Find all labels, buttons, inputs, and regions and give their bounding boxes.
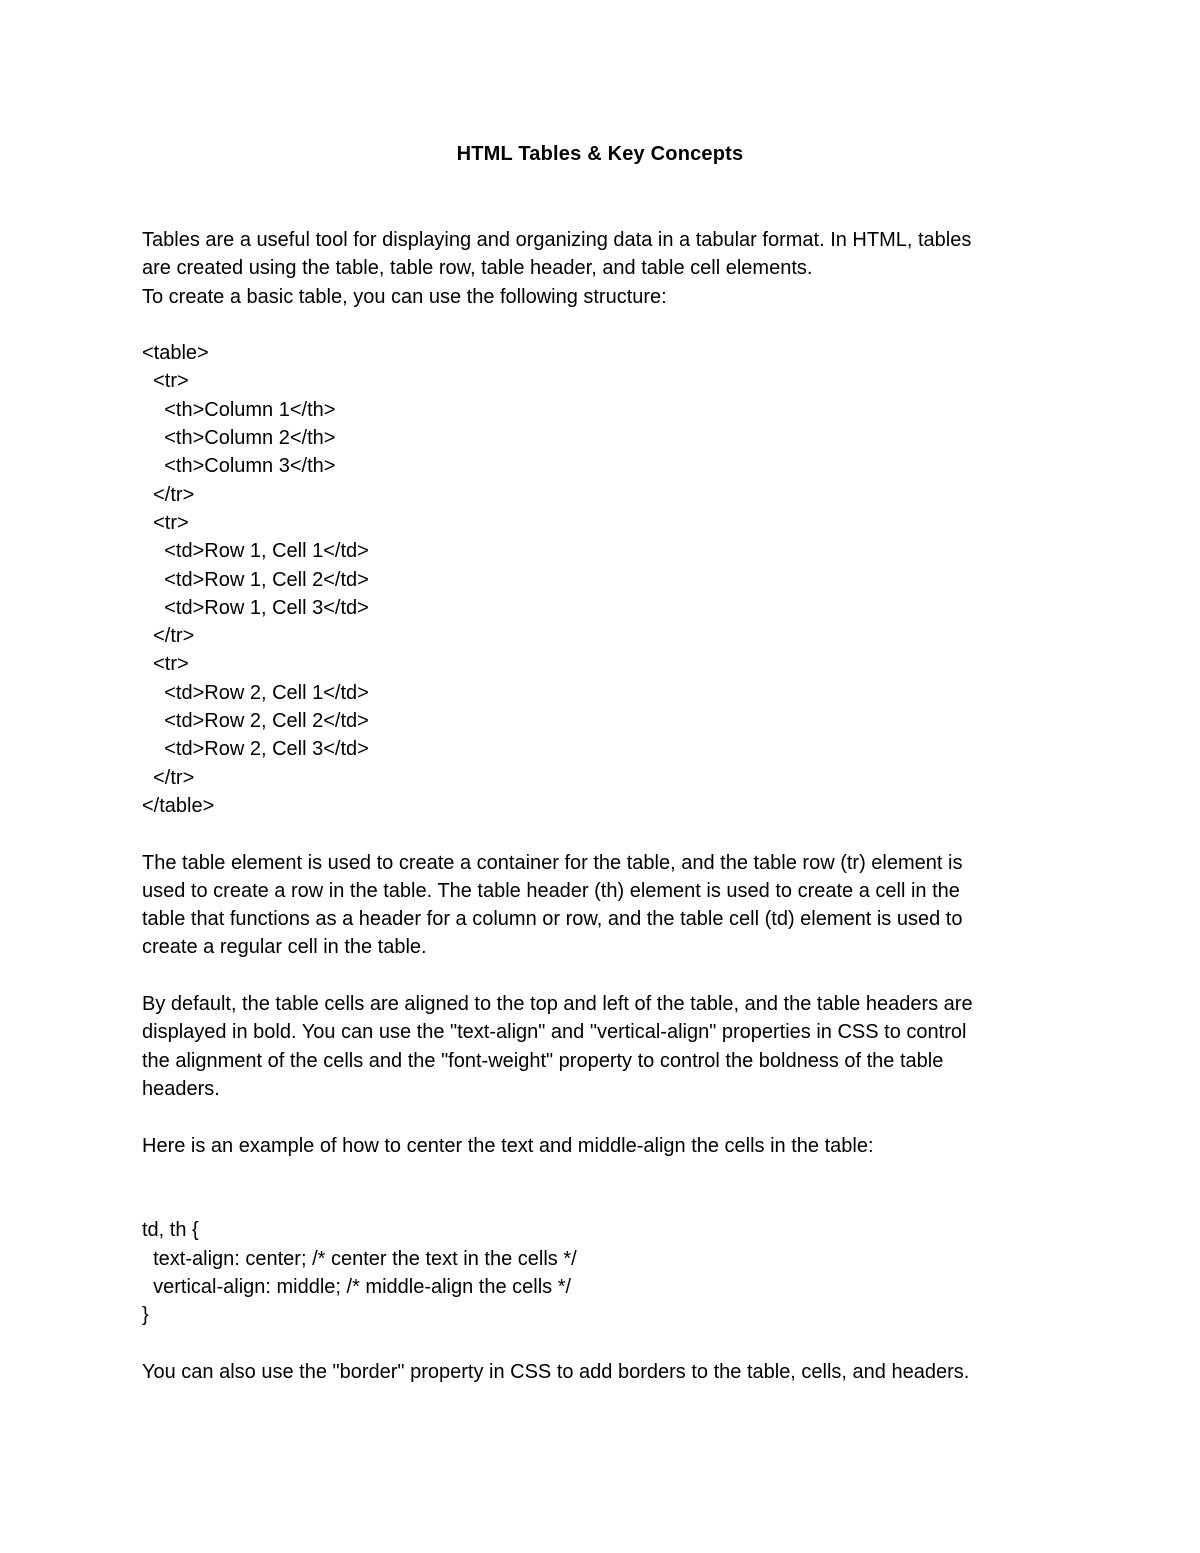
spacer [142, 1188, 1062, 1216]
code-line: <td>Row 2, Cell 1</td> [142, 681, 369, 704]
text-line: create a regular cell in the table. [142, 936, 427, 959]
code-line: <th>Column 1</th> [142, 398, 336, 421]
page-title: HTML Tables & Key Concepts [456, 143, 744, 165]
text-line: displayed in bold. You can use the "text-align" and "vertical-align" properties in CSS to control [142, 1021, 967, 1044]
code-line: </tr> [142, 625, 195, 648]
spacer [142, 1103, 1062, 1131]
elements-paragraph [142, 849, 1062, 962]
spacer [142, 1330, 1062, 1358]
code-line: <th>Column 2</th> [142, 427, 336, 450]
code-line: <td>Row 2, Cell 3</td> [142, 738, 369, 761]
document-body [142, 226, 1062, 1386]
code-line: <tr> [142, 511, 189, 534]
spacer [142, 1160, 1062, 1188]
example-paragraph [142, 1132, 1062, 1160]
text-line: Here is an example of how to center the text and middle-align the cells in the table: [142, 1134, 874, 1157]
code-line: </table> [142, 794, 215, 817]
css-code-block [142, 1216, 1062, 1329]
code-line: } [142, 1304, 149, 1327]
border-paragraph [142, 1358, 1062, 1386]
text-line: headers. [142, 1077, 220, 1100]
code-line: <td>Row 2, Cell 2</td> [142, 710, 369, 733]
text-line: By default, the table cells are aligned to the top and left of the table, and the table headers are [142, 993, 973, 1016]
code-line: td, th { [142, 1219, 199, 1242]
text-line: You can also use the "border" property in CSS to add borders to the table, cells, and headers. [142, 1360, 970, 1383]
text-line: are created using the table, table row, table header, and table cell elements. [142, 257, 813, 280]
code-line: text-align: center; /* center the text in the cells */ [142, 1247, 577, 1270]
code-line: <tr> [142, 370, 189, 393]
text-line: the alignment of the cells and the "font-weight" property to control the boldness of the table [142, 1049, 944, 1072]
code-line: <th>Column 3</th> [142, 455, 336, 478]
code-line: </tr> [142, 483, 195, 506]
code-line: <td>Row 1, Cell 1</td> [142, 540, 369, 563]
spacer [142, 962, 1062, 990]
code-line: vertical-align: middle; /* middle-align the cells */ [142, 1275, 572, 1298]
spacer [142, 820, 1062, 848]
code-line: </tr> [142, 766, 195, 789]
spacer [142, 311, 1062, 339]
table-code-block [142, 339, 1062, 820]
text-line: The table element is used to create a container for the table, and the table row (tr) element is [142, 851, 963, 874]
code-line: <table> [142, 342, 209, 365]
text-line: table that functions as a header for a column or row, and the table cell (td) element is used to [142, 908, 963, 931]
text-line: Tables are a useful tool for displaying and organizing data in a tabular format. In HTML, tables [142, 229, 972, 251]
code-line: <td>Row 1, Cell 2</td> [142, 568, 369, 591]
text-line: To create a basic table, you can use the following structure: [142, 285, 667, 308]
code-line: <tr> [142, 653, 189, 676]
intro-paragraph [142, 226, 1062, 311]
text-line: used to create a row in the table. The table header (th) element is used to create a cell in the [142, 879, 960, 902]
default-alignment-paragraph [142, 990, 1062, 1103]
code-line: <td>Row 1, Cell 3</td> [142, 596, 369, 619]
